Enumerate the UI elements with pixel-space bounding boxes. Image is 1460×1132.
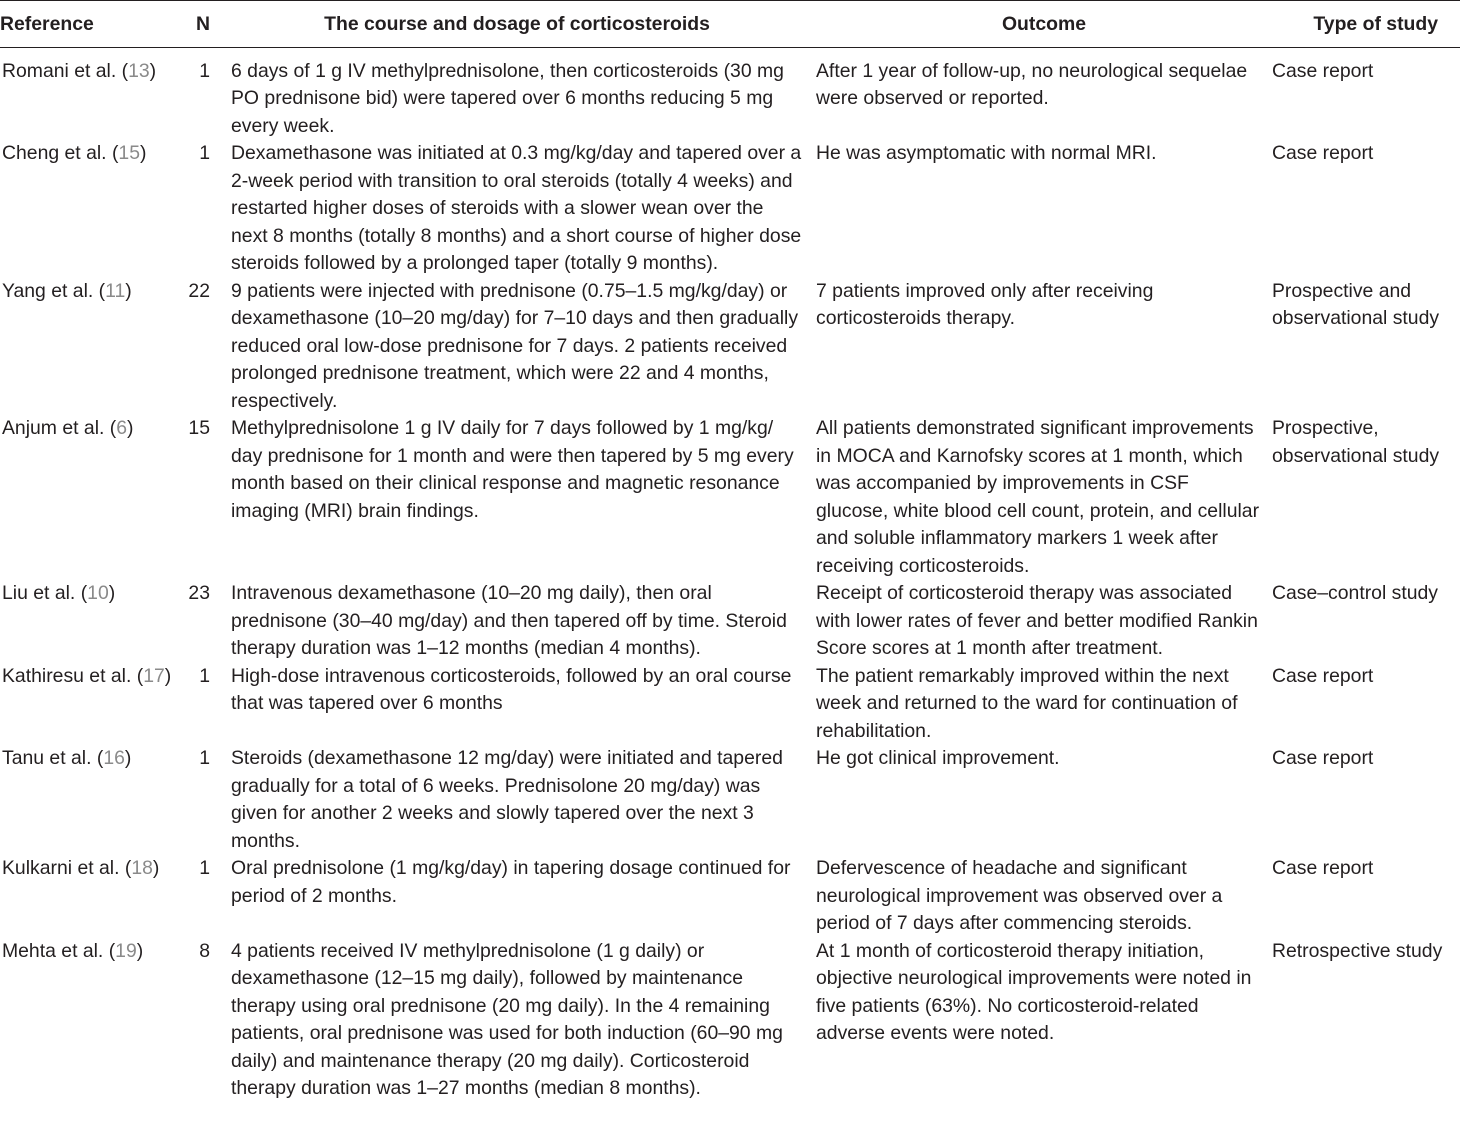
citation-link[interactable]: 6 bbox=[116, 417, 128, 439]
header-type: Type of study bbox=[1313, 13, 1438, 35]
n-cell: 1 bbox=[199, 664, 210, 687]
course-cell: Methylprednisolone 1 g IV daily for 7 days followed by 1 mg/kg/ day prednisone for 1 month and were then tapered by 5 mg every month based on their clinical response and magnetic resonance imaging (MRI) brain findings. bbox=[231, 417, 794, 522]
reference-close: ) bbox=[149, 59, 157, 82]
table-row bbox=[0, 855, 1460, 938]
table-row bbox=[0, 415, 1460, 580]
outcome-cell: The patient remarkably improved within the next week and returned to the ward for continuation of rehabilitation. bbox=[816, 664, 1238, 742]
citation-link[interactable]: 17 bbox=[143, 664, 165, 687]
type-cell: Case report bbox=[1272, 142, 1374, 164]
reference-close: ) bbox=[124, 747, 132, 769]
reference-close: ) bbox=[152, 857, 160, 879]
n-cell: 22 bbox=[188, 279, 210, 302]
reference-author: Cheng et al. ( bbox=[2, 142, 119, 164]
table-row bbox=[0, 938, 1460, 1103]
header-row bbox=[0, 1, 1460, 48]
outcome-cell: He was asymptomatic with normal MRI. bbox=[816, 142, 1157, 164]
reference-close: ) bbox=[164, 664, 172, 687]
type-cell: Case report bbox=[1272, 857, 1374, 879]
reference-cell bbox=[0, 47, 186, 140]
header-course: The course and dosage of corticosteroids bbox=[324, 13, 710, 35]
course-cell: Dexamethasone was initiated at 0.3 mg/kg/day and tapered over a 2-week period with transition to oral steroids (totally 4 weeks) and restarted higher doses of steroids with a slower wean over the next 8 months (totally 8 months) and a short course of higher dose steroids followed by a prolonged taper (totally 9 months). bbox=[231, 142, 802, 274]
reference-author: Mehta et al. ( bbox=[2, 939, 116, 962]
citation-link[interactable]: 15 bbox=[118, 142, 140, 164]
type-cell: Case report bbox=[1272, 664, 1374, 687]
reference-author: Kathiresu et al. ( bbox=[2, 664, 144, 687]
course-cell: High-dose intravenous corticosteroids, followed by an oral course that was tapered over 6 months bbox=[231, 664, 792, 714]
outcome-cell: Defervescence of headache and significant neurological improvement was observed over a period of 7 days after commencing steroids. bbox=[816, 857, 1223, 934]
citation-link[interactable]: 13 bbox=[128, 59, 150, 82]
reference-close: ) bbox=[108, 582, 116, 604]
reference-cell bbox=[0, 140, 186, 278]
n-cell: 1 bbox=[199, 142, 210, 164]
citation-link[interactable]: 19 bbox=[115, 939, 137, 962]
reference-close: ) bbox=[140, 142, 147, 164]
table-body bbox=[0, 47, 1460, 1103]
reference-cell bbox=[0, 855, 186, 938]
reference-cell bbox=[0, 745, 186, 855]
type-cell: Retrospective study bbox=[1272, 939, 1443, 962]
n-cell: 1 bbox=[199, 59, 210, 82]
reference-author: Kulkarni et al. ( bbox=[2, 857, 132, 879]
reference-cell bbox=[0, 278, 186, 416]
table-row bbox=[0, 278, 1460, 416]
reference-cell bbox=[0, 580, 186, 663]
type-cell: Case–control study bbox=[1272, 582, 1438, 604]
table-row bbox=[0, 745, 1460, 855]
reference-author: Tanu et al. ( bbox=[2, 747, 104, 769]
citation-link[interactable]: 18 bbox=[131, 857, 153, 879]
reference-author: Liu et al. ( bbox=[2, 582, 88, 604]
course-cell: Intravenous dexamethasone (10–20 mg daily), then oral prednisone (30–40 mg/day) and then tapered off by time. Steroid therapy duration was 1–12 months (median 4 months). bbox=[231, 582, 787, 659]
table-row bbox=[0, 663, 1460, 746]
reference-cell bbox=[0, 938, 186, 1103]
reference-close: ) bbox=[127, 417, 134, 439]
reference-author: Yang et al. ( bbox=[2, 279, 106, 302]
outcome-cell: All patients demonstrated significant improvements in MOCA and Karnofsky scores at 1 month, which was accompanied by improvements in CSF glucose, white blood cell count, protein, and cellular and soluble inflammatory markers 1 week after receiving corticosteroids. bbox=[816, 417, 1260, 577]
header-reference: Reference bbox=[0, 13, 94, 35]
table-row bbox=[0, 47, 1460, 140]
type-cell: Case report bbox=[1272, 59, 1374, 82]
reference-author: Anjum et al. ( bbox=[2, 417, 117, 439]
reference-cell bbox=[0, 415, 186, 580]
reference-author: Romani et al. ( bbox=[2, 59, 129, 82]
table-row bbox=[0, 140, 1460, 278]
n-cell: 1 bbox=[199, 857, 210, 879]
course-cell: Oral prednisolone (1 mg/kg/day) in tapering dosage continued for period of 2 months. bbox=[231, 857, 791, 907]
header-n: N bbox=[195, 13, 210, 35]
outcome-cell: He got clinical improvement. bbox=[816, 747, 1060, 769]
course-cell: 9 patients were injected with prednisone (0.75–1.5 mg/kg/day) or dexamethasone (10–20 mg/day) for 7–10 days and then gradually reduced oral low-dose prednisone for 7 days. 2 patients received prolonged prednisone treatment, which were 22 and 4 months, respectively. bbox=[231, 279, 799, 412]
course-cell: 6 days of 1 g IV methylprednisolone, then corticosteroids (30 mg PO prednisone bid) were tapered over 6 months reducing 5 mg every week. bbox=[231, 59, 784, 137]
table-row bbox=[0, 580, 1460, 663]
course-cell: 4 patients received IV methylprednisolone (1 g daily) or dexamethasone (12–15 mg daily), followed by maintenance therapy using oral prednisone (20 mg daily). In the 4 remaining patients, oral prednisone was used for both induction (60–90 mg daily) and maintenance therapy (20 mg daily). Corticosteroid therapy duration was 1–27 months (median 8 months). bbox=[231, 939, 783, 1099]
course-cell: Steroids (dexamethasone 12 mg/day) were initiated and tapered gradually for a total of 6 weeks. Prednisolone 20 mg/day) was given for another 2 weeks and slowly tapered over the next 3 months. bbox=[231, 747, 783, 852]
type-cell: Prospective, observational study bbox=[1272, 417, 1440, 467]
citation-link[interactable]: 10 bbox=[87, 582, 109, 604]
outcome-cell: 7 patients improved only after receiving corticosteroids therapy. bbox=[816, 279, 1154, 329]
n-cell: 23 bbox=[188, 582, 210, 604]
n-cell: 8 bbox=[199, 939, 210, 962]
n-cell: 15 bbox=[188, 417, 210, 439]
reference-close: ) bbox=[125, 279, 132, 302]
table-header bbox=[0, 1, 1460, 48]
reference-close: ) bbox=[136, 939, 144, 962]
outcome-cell: Receipt of corticosteroid therapy was associated with lower rates of fever and better modified Rankin Score scores at 1 month after treatment. bbox=[816, 582, 1258, 659]
outcome-cell: At 1 month of corticosteroid therapy initiation, objective neurological improvements were noted in five patients (63%). No corticosteroid-related adverse events were noted. bbox=[816, 939, 1252, 1044]
type-cell: Prospective and observational study bbox=[1272, 279, 1440, 329]
citation-link[interactable]: 11 bbox=[105, 279, 126, 302]
outcome-cell: After 1 year of follow-up, no neurological sequelae were observed or reported. bbox=[816, 59, 1248, 109]
reference-cell bbox=[0, 663, 186, 746]
type-cell: Case report bbox=[1272, 747, 1374, 769]
header-outcome: Outcome bbox=[1001, 13, 1087, 35]
citation-link[interactable]: 16 bbox=[103, 747, 125, 769]
n-cell: 1 bbox=[199, 747, 210, 769]
